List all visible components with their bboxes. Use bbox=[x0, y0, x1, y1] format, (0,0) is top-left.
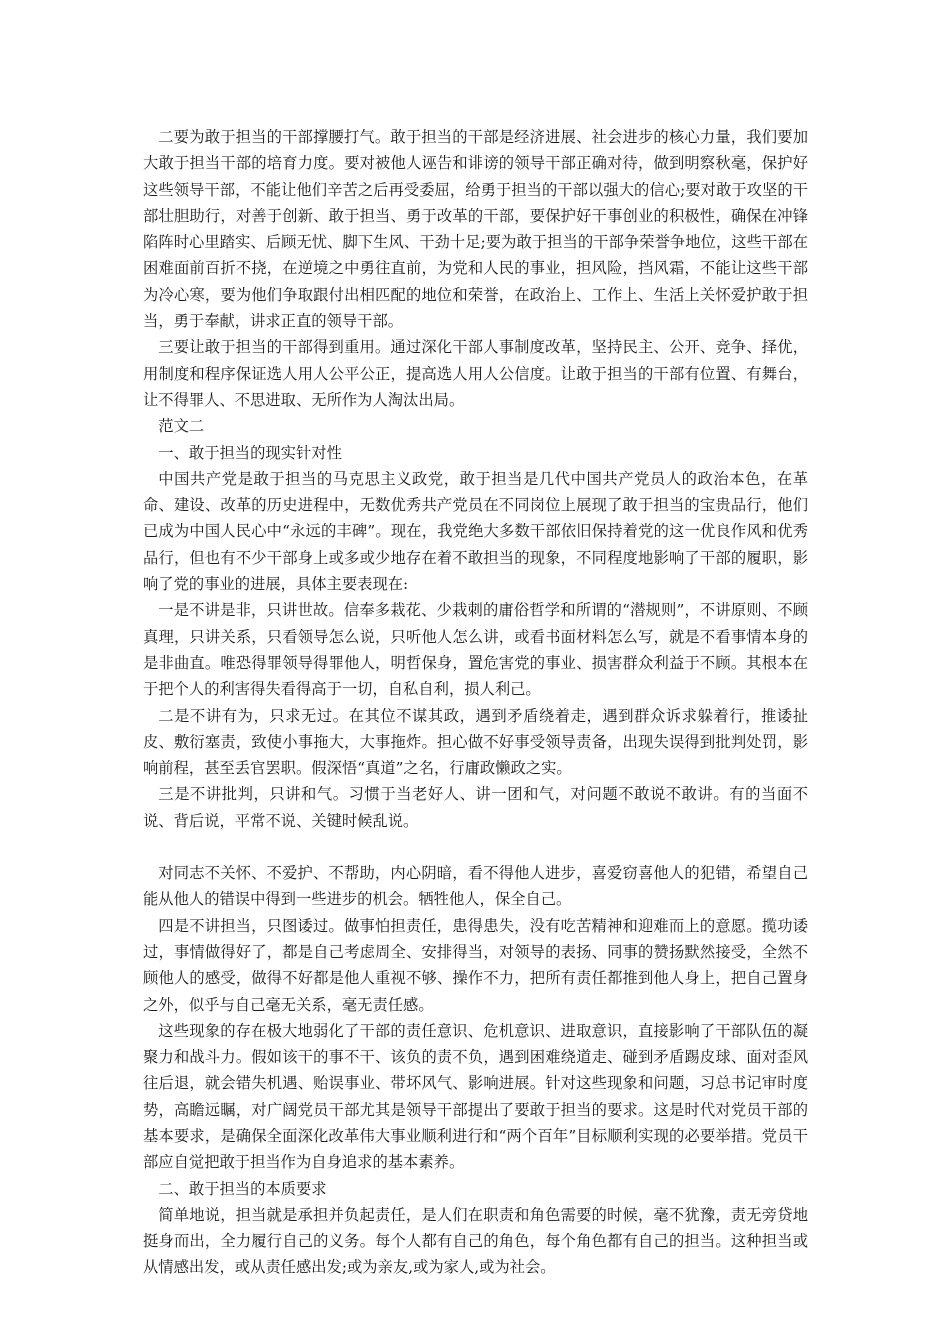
paragraph-gap bbox=[143, 834, 808, 860]
paragraph-party-background: 中国共产党是敢于担当的马克思主义政党，敢于担当是几代中国共产党员人的政治本色，在革命、建设、改革的历史进程中，无数优秀共产党员在不同岗位上展现了敢于担当的宝贵品行，他们已成为中国人民心中“永远的丰碑”。现在，我党绝大多数干部依旧保持着党的这一优良作风和优秀品行，但也有不少干部身上或多或少地存在着不敢担当的现象，不同程度地影响了干部的履职，影响了党的事业的进展，具体主要表现在: bbox=[143, 469, 808, 594]
paragraph-definition: 简单地说，担当就是承担并负起责任，是人们在职责和角色需要的时候，毫不犹豫，责无旁贷地挺身而出，全力履行自己的义务。每个人都有自己的角色，每个角色都有自己的担当。这种担当或从情感出发，或从责任感出发;或为亲友,或为家人,或为社会。 bbox=[143, 1205, 808, 1277]
section-heading-essential-requirements: 二、敢于担当的本质要求 bbox=[158, 1179, 327, 1198]
paragraph-phenomena-impact: 这些现象的存在极大地弱化了干部的责任意识、危机意识、进取意识，直接影响了干部队伍的凝聚力和战斗力。假如该干的事不干、该负的责不负，遇到困难绕道走、碰到矛盾踢皮球、面对歪风往后退，就会错失机遇、贻误事业、带坏风气、影响进展。针对这些现象和问题，习总书记审时度势，高瞻远瞩，对广阔党员干部尤其是领导干部提出了要敢于担当的要求。这是时代对党员干部的基本要求，是确保全面深化改革伟大事业顺利进行和“两个百年”目标顺利实现的必要举措。党员干部应自觉把敢于担当作为自身追求的基本素养。 bbox=[143, 1021, 808, 1172]
paragraph-point-three-continued: 对同志不关怀、不爱护、不帮助，内心阴暗，看不得他人进步，喜爱窃喜他人的犯错，希望自己能从他人的错误中得到一些进步的机会。牺牲他人，保全自己。 bbox=[143, 864, 808, 909]
paragraph-point-two: 二是不讲有为，只求无过。在其位不谋其政，遇到矛盾绕着走，遇到群众诉求躲着行，推诿扯皮、敷衍塞责，致使小事拖大，大事拖炸。担心做不好事受领导责备，出现失误得到批判处罚，影响前程，甚至丢官罢职。假深悟“真道”之名，行庸政懒政之实。 bbox=[143, 706, 808, 778]
paragraph-cadre-promotion: 三要让敢于担当的干部得到重用。通过深化干部人事制度改革，坚持民主、公开、竞争、择优，用制度和程序保证选人用人公平公正，提高选人用人公信度。让敢于担当的干部有位置、有舞台，让不得罪人、不思进取、无所作为人淘汰出局。 bbox=[143, 338, 808, 409]
paragraph-point-three: 三是不讲批判，只讲和气。习惯于当老好人、讲一团和气，对问题不敢说不敢讲。有的当面不说、背后说，平常不说、关键时候乱说。 bbox=[143, 785, 808, 830]
document-page bbox=[143, 124, 808, 1281]
paragraph-point-one: 一是不讲是非，只讲世故。信奉多栽花、少栽刺的庸俗哲学和所谓的“潜规则”，不讲原则、不顾真理，只讲关系，只看领导怎么说，只听他人怎么讲，或看书面材料怎么写，就是不看事情本身的是非曲直。唯恐得罪领导得罪他人，明哲保身，置危害党的事业、损害群众利益于不顾。其根本在于把个人的利害得失看得高于一切，自私自利，损人利己。 bbox=[143, 601, 808, 699]
section-title-sample-two: 范文二 bbox=[158, 417, 205, 436]
section-heading-practical-relevance: 一、敢于担当的现实针对性 bbox=[158, 443, 342, 462]
paragraph-cadre-support: 二要为敢于担当的干部撑腰打气。敢于担当的干部是经济进展、社会进步的核心力量，我们要加大敢于担当干部的培育力度。要对被他人诬告和诽谤的领导干部正确对待，做到明察秋毫，保护好这些领导干部，不能让他们辛苦之后再受委屈，给勇于担当的干部以强大的信心;要对敢于攻坚的干部壮胆助行，对善于创新、敢于担当、勇于改革的干部，要保护好干事创业的积极性，确保在冲锋陷阵时心里踏实、后顾无忧、脚下生风、干劲十足;要为敢于担当的干部争荣誉争地位，这些干部在困难面前百折不挠，在逆境之中勇往直前，为党和人民的事业，担风险，挡风霜，不能让这些干部为冷心寒，要为他们争取跟付出相匹配的地位和荣誉，在政治上、工作上、生活上关怀爱护敢于担当，勇于奉献，讲求正直的领导干部。 bbox=[143, 128, 808, 331]
paragraph-point-four: 四是不讲担当，只图诿过。做事怕担责任，患得患失，没有吃苦精神和迎难而上的意愿。揽功诿过，事情做得好了，都是自己考虑周全、安排得当，对领导的表扬、同事的赞扬默然接受，全然不顾他人的感受，做得不好都是他人重视不够、操作不力，把所有责任都推到他人身上，把自己置身之外，似乎与自己毫无关系，毫无责任感。 bbox=[143, 916, 808, 1014]
